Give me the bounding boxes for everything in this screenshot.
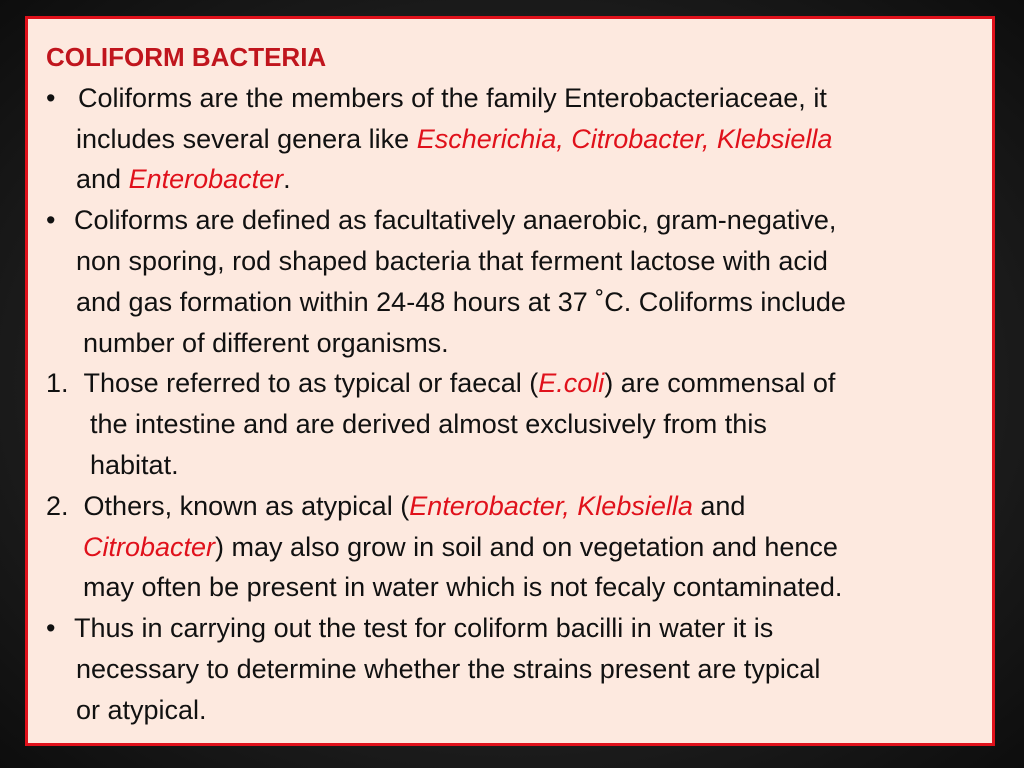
- text-span: includes several genera like: [76, 123, 417, 154]
- species-name: E.coli: [538, 368, 605, 399]
- bullet-continuation: or atypical.: [76, 694, 207, 725]
- numbered-continuation: habitat.: [90, 449, 179, 480]
- bullet-continuation: [46, 119, 986, 160]
- text-span: .: [283, 164, 291, 195]
- slide-content-box: [25, 16, 995, 746]
- bullet-continuation: [46, 159, 986, 200]
- item-number: 2.: [46, 490, 69, 521]
- numbered-continuation: [46, 527, 986, 568]
- bullet-item: [46, 78, 986, 119]
- bullet-text: Coliforms are the members of the family Enterobacteriaceae, it: [78, 82, 827, 113]
- genus-names: Escherichia, Citrobacter, Klebsiella: [416, 123, 833, 154]
- slide-body: [46, 37, 986, 731]
- bullet-text: Coliforms are defined as facultatively anaerobic, gram-negative,: [74, 205, 837, 236]
- item-number: 1.: [46, 368, 69, 399]
- bullet-marker: •: [46, 613, 56, 644]
- text-span: Others, known as atypical (: [83, 490, 410, 521]
- bullet-continuation: non sporing, rod shaped bacteria that ferment lactose with acid: [76, 245, 828, 276]
- text-span: ) may also grow in soil and on vegetation and hence: [215, 531, 838, 562]
- bullet-item: [46, 608, 986, 649]
- genus-names: Enterobacter, Klebsiella: [409, 490, 693, 521]
- bullet-text: Thus in carrying out the test for coliform bacilli in water it is: [74, 613, 774, 644]
- numbered-item: [46, 486, 986, 527]
- text-span: and: [76, 164, 129, 195]
- bullet-continuation: number of different organisms.: [83, 327, 449, 358]
- numbered-item: [46, 363, 986, 404]
- numbered-continuation: the intestine and are derived almost exclusively from this: [90, 409, 767, 440]
- genus-name: Enterobacter: [128, 164, 284, 195]
- text-span: ) are commensal of: [604, 368, 836, 399]
- slide-title: COLIFORM BACTERIA: [46, 42, 327, 72]
- text-span: and: [692, 490, 746, 521]
- bullet-marker: •: [46, 82, 56, 113]
- numbered-continuation: may often be present in water which is not fecaly contaminated.: [83, 572, 843, 603]
- text-span: Those referred to as typical or faecal (: [83, 368, 539, 399]
- bullet-continuation: and gas formation within 24-48 hours at 37 ˚C. Coliforms include: [76, 286, 846, 317]
- genus-name: Citrobacter: [83, 531, 216, 562]
- bullet-item: [46, 200, 986, 241]
- bullet-continuation: necessary to determine whether the strains present are typical: [76, 653, 821, 684]
- bullet-marker: •: [46, 205, 56, 236]
